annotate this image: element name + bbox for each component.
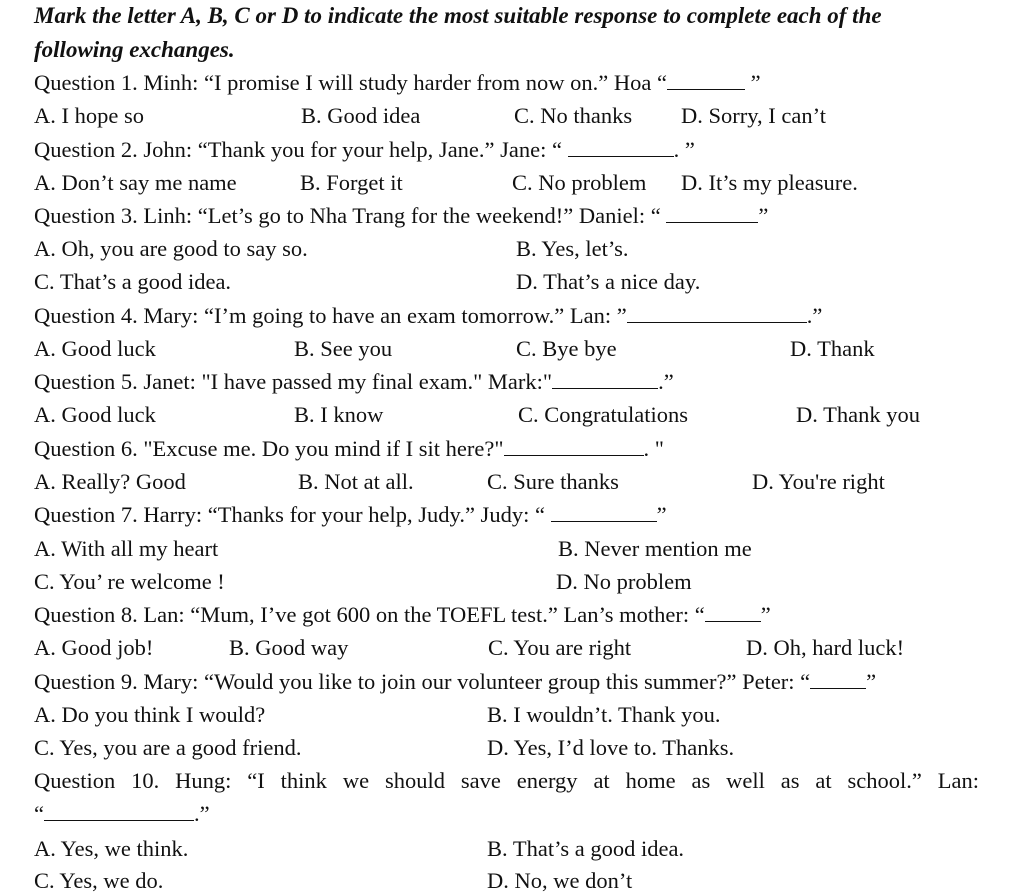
- answer-blank: [504, 435, 644, 456]
- instructions-line-2: following exchanges.: [34, 37, 235, 62]
- question-8-option-d: D. Oh, hard luck!: [746, 635, 905, 660]
- answer-blank: [666, 202, 758, 223]
- question-7-option-b: B. Never mention me: [558, 536, 752, 561]
- answer-blank: [552, 368, 658, 389]
- question-8-option-a: A. Good job!: [34, 635, 154, 660]
- question-9-option-c: C. Yes, you are a good friend.: [34, 735, 302, 760]
- question-3-option-d: D. That’s a nice day.: [516, 269, 701, 294]
- question-3-stem: Question 3. Linh: “Let’s go to Nha Trang for the weekend!” Daniel: “ ”: [34, 203, 769, 228]
- question-5-option-c: C. Congratulations: [518, 402, 688, 427]
- answer-blank: [551, 501, 657, 522]
- instructions-line-1: Mark the letter A, B, C or D to indicate the most suitable response to complete each of the: [34, 3, 882, 28]
- question-1-stem: Question 1. Minh: “I promise I will study harder from now on.” Hoa “ ”: [34, 70, 761, 95]
- question-2-option-a: A. Don’t say me name: [34, 170, 237, 195]
- question-4-stem: Question 4. Mary: “I’m going to have an exam tomorrow.” Lan: ” .”: [34, 303, 823, 328]
- question-7-stem: Question 7. Harry: “Thanks for your help, Judy.” Judy: “ ”: [34, 502, 667, 527]
- question-7-option-d: D. No problem: [556, 569, 692, 594]
- question-9-stem: Question 9. Mary: “Would you like to join our volunteer group this summer?” Peter: “ ”: [34, 669, 877, 694]
- question-4-option-a: A. Good luck: [34, 336, 156, 361]
- question-8-stem: Question 8. Lan: “Mum, I’ve got 600 on the TOEFL test.” Lan’s mother: “ ”: [34, 602, 771, 627]
- question-6-stem: Question 6. "Excuse me. Do you mind if I sit here?" . ": [34, 436, 664, 461]
- answer-blank: [810, 668, 866, 689]
- question-2-stem: Question 2. John: “Thank you for your help, Jane.” Jane: “ . ”: [34, 137, 695, 162]
- question-10-option-d: D. No, we don’t: [487, 868, 633, 893]
- question-10-option-b: B. That’s a good idea.: [487, 836, 685, 861]
- question-5-option-d: D. Thank you: [796, 402, 920, 427]
- answer-blank: [705, 601, 761, 622]
- question-2-option-d: D. It’s my pleasure.: [681, 170, 858, 195]
- question-6-option-d: D. You're right: [752, 469, 885, 494]
- question-6-option-b: B. Not at all.: [298, 469, 414, 494]
- question-8-option-b: B. Good way: [229, 635, 349, 660]
- answer-blank: [568, 136, 674, 157]
- question-3-option-a: A. Oh, you are good to say so.: [34, 236, 308, 261]
- question-1-option-c: C. No thanks: [514, 103, 633, 128]
- question-4-option-b: B. See you: [294, 336, 393, 361]
- answer-blank: [44, 800, 194, 821]
- question-7-option-a: A. With all my heart: [34, 536, 219, 561]
- question-5-stem: Question 5. Janet: "I have passed my final exam." Mark:" .”: [34, 369, 674, 394]
- question-3-option-c: C. That’s a good idea.: [34, 269, 232, 294]
- question-9-option-b: B. I wouldn’t. Thank you.: [487, 702, 721, 727]
- question-1-option-a: A. I hope so: [34, 103, 144, 128]
- question-4-option-d: D. Thank: [790, 336, 875, 361]
- question-4-option-c: C. Bye bye: [516, 336, 617, 361]
- question-10-option-a: A. Yes, we think.: [34, 836, 189, 861]
- question-1-option-d: D. Sorry, I can’t: [681, 103, 826, 128]
- question-6-option-c: C. Sure thanks: [487, 469, 619, 494]
- question-9-option-a: A. Do you think I would?: [34, 702, 266, 727]
- question-10-option-c: C. Yes, we do.: [34, 868, 164, 893]
- question-8-option-c: C. You are right: [488, 635, 632, 660]
- answer-blank: [627, 302, 807, 323]
- question-2-option-b: B. Forget it: [300, 170, 403, 195]
- question-9-option-d: D. Yes, I’d love to. Thanks.: [487, 735, 735, 760]
- question-3-option-b: B. Yes, let’s.: [516, 236, 629, 261]
- question-5-option-b: B. I know: [294, 402, 384, 427]
- question-7-option-c: C. You’ re welcome !: [34, 569, 225, 594]
- question-6-option-a: A. Really? Good: [34, 469, 186, 494]
- question-10-stem-line-2: “ .”: [34, 801, 210, 826]
- question-2-option-c: C. No problem: [512, 170, 647, 195]
- answer-blank: [667, 69, 745, 90]
- question-1-option-b: B. Good idea: [301, 103, 421, 128]
- question-5-option-a: A. Good luck: [34, 402, 156, 427]
- question-10-stem-line-1: Question 10. Hung: “I think we should save energy at home as well as at school.” Lan:: [34, 768, 979, 793]
